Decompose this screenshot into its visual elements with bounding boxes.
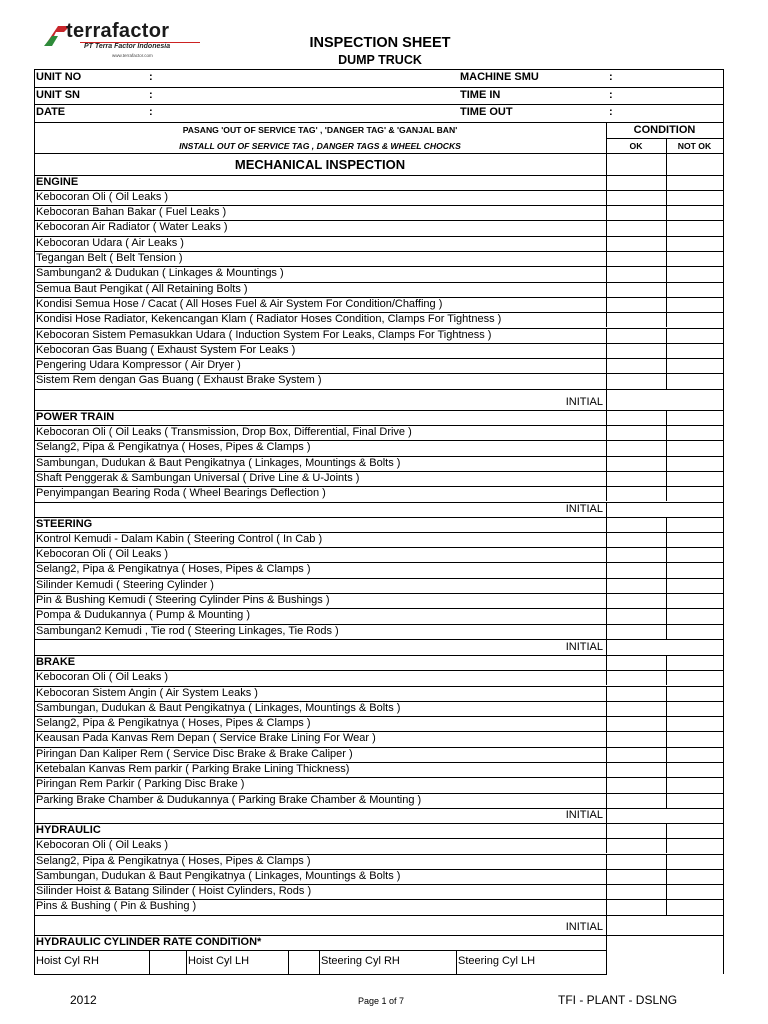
table-column-rule bbox=[606, 578, 607, 593]
footer-year: 2012 bbox=[70, 993, 97, 1007]
table-column-rule bbox=[606, 777, 607, 792]
logo-company: PT Terra Factor Indonesia bbox=[84, 43, 171, 50]
table-column-rule bbox=[606, 562, 607, 577]
section-header-steering: STEERING bbox=[36, 517, 93, 530]
ok-checkbox-cell[interactable] bbox=[607, 716, 665, 731]
condition-column-rule bbox=[606, 153, 607, 175]
table-column-rule bbox=[606, 716, 607, 731]
table-column-rule bbox=[666, 562, 667, 577]
ok-checkbox-cell[interactable] bbox=[607, 578, 665, 593]
ok-checkbox-cell[interactable] bbox=[607, 593, 665, 608]
table-column-rule bbox=[606, 343, 607, 358]
footer-page: Page 1 of 7 bbox=[358, 996, 405, 1006]
header-field-label: MACHINE SMU bbox=[460, 71, 539, 83]
table-column-rule bbox=[666, 440, 667, 455]
table-column-rule bbox=[666, 716, 667, 731]
inspection-item-label: Kebocoran Oli ( Oil Leaks ) bbox=[36, 671, 169, 684]
table-rule bbox=[34, 823, 723, 824]
ok-checkbox-cell[interactable] bbox=[607, 282, 665, 297]
cylinder-rate-input[interactable] bbox=[289, 951, 318, 973]
ok-checkbox-cell[interactable] bbox=[607, 373, 665, 388]
table-column-rule bbox=[606, 440, 607, 455]
inspection-item-label: Selang2, Pipa & Pengikatnya ( Hoses, Pipes & Clamps ) bbox=[36, 563, 311, 576]
table-column-rule bbox=[606, 532, 607, 547]
ok-checkbox-cell[interactable] bbox=[607, 608, 665, 623]
table-column-rule bbox=[666, 884, 667, 899]
table-column-rule bbox=[606, 312, 607, 327]
table-column-rule bbox=[606, 471, 607, 486]
table-column-rule bbox=[606, 838, 607, 853]
section-header-engine: ENGINE bbox=[36, 175, 79, 188]
inspection-item-label: Pins & Bushing ( Pin & Bushing ) bbox=[36, 900, 197, 913]
header-field-label: TIME IN bbox=[460, 88, 501, 101]
not-ok-checkbox-cell[interactable] bbox=[667, 593, 722, 608]
not-ok-checkbox-cell[interactable] bbox=[667, 297, 722, 312]
ok-checkbox-cell[interactable] bbox=[607, 251, 665, 266]
table-column-rule bbox=[666, 266, 667, 281]
table-column-rule bbox=[606, 608, 607, 623]
not-ok-checkbox-cell[interactable] bbox=[667, 373, 722, 388]
table-column-rule bbox=[666, 854, 667, 869]
not-ok-checkbox-cell[interactable] bbox=[667, 547, 722, 562]
inspection-item-label: Sambungan2 Kemudi , Tie rod ( Steering Linkages, Tie Rods ) bbox=[36, 624, 339, 637]
table-column-rule bbox=[606, 425, 607, 440]
not-ok-checkbox-cell[interactable] bbox=[667, 312, 722, 327]
not-ok-checkbox-cell[interactable] bbox=[667, 358, 722, 373]
inspection-item-label: Semua Baut Pengikat ( All Retaining Bolts ) bbox=[36, 282, 248, 295]
table-rule bbox=[34, 153, 723, 155]
initial-signature-cell[interactable] bbox=[607, 389, 722, 410]
ok-checkbox-cell[interactable] bbox=[607, 686, 665, 701]
table-column-rule bbox=[666, 251, 667, 266]
inspection-item-label: Pengering Udara Kompressor ( Air Dryer ) bbox=[36, 359, 241, 372]
header-field-input[interactable] bbox=[159, 69, 456, 87]
ok-checkbox-cell[interactable] bbox=[607, 266, 665, 281]
table-column-rule bbox=[606, 762, 607, 777]
table-column-rule bbox=[666, 899, 667, 914]
table-column-rule bbox=[606, 220, 607, 235]
initial-signature-cell[interactable] bbox=[607, 808, 722, 823]
ok-checkbox-cell[interactable] bbox=[607, 190, 665, 205]
table-column-rule bbox=[666, 686, 667, 701]
table-column-rule bbox=[606, 593, 607, 608]
table-column-rule bbox=[606, 670, 607, 685]
not-ok-checkbox-cell[interactable] bbox=[667, 716, 722, 731]
table-column-rule bbox=[666, 297, 667, 312]
table-column-rule bbox=[606, 747, 607, 762]
ok-checkbox-cell[interactable] bbox=[607, 440, 665, 455]
section-header-hydraulic: HYDRAULIC bbox=[36, 823, 101, 836]
table-column-rule bbox=[666, 869, 667, 884]
table-rule bbox=[34, 517, 723, 518]
table-column-rule bbox=[606, 456, 607, 471]
section-header-brake: BRAKE bbox=[36, 655, 76, 668]
table-column-rule bbox=[666, 456, 667, 471]
table-column-rule bbox=[666, 624, 667, 639]
condition-column-rule bbox=[666, 153, 667, 175]
logo-url: www.terrafactor.com bbox=[112, 53, 153, 58]
header-field-input[interactable] bbox=[619, 69, 721, 87]
company-logo bbox=[40, 22, 210, 64]
logo-brand: terrafactor bbox=[66, 20, 170, 42]
header-field-input[interactable] bbox=[159, 87, 456, 105]
table-rule bbox=[34, 175, 723, 176]
table-rule bbox=[34, 950, 606, 951]
table-column-rule bbox=[606, 639, 607, 655]
table-column-rule bbox=[606, 915, 607, 935]
cylinder-cell-label: Hoist Cyl RH bbox=[36, 954, 99, 967]
table-column-rule bbox=[666, 471, 667, 486]
table-column-rule bbox=[606, 175, 607, 190]
not-ok-checkbox-cell[interactable] bbox=[667, 343, 722, 358]
table-column-rule bbox=[606, 297, 607, 312]
inspection-item-label: Kebocoran Bahan Bakar ( Fuel Leaks ) bbox=[36, 206, 227, 219]
cylinder-rate-input[interactable] bbox=[546, 951, 604, 973]
section-header-power-train: POWER TRAIN bbox=[36, 410, 115, 423]
initial-signature-cell[interactable] bbox=[607, 639, 722, 655]
table-column-rule bbox=[606, 486, 607, 501]
table-column-rule bbox=[666, 593, 667, 608]
inspection-item-label: Kebocoran Oli ( Oil Leaks ) bbox=[36, 190, 169, 203]
table-column-rule bbox=[606, 655, 607, 670]
header-field-input[interactable] bbox=[619, 87, 721, 105]
inspection-item-label: Piringan Dan Kaliper Rem ( Service Disc Brake & Brake Caliper ) bbox=[36, 747, 353, 760]
table-column-rule bbox=[606, 701, 607, 716]
inspection-item-label: Kebocoran Gas Buang ( Exhaust System For Leaks ) bbox=[36, 343, 296, 356]
table-column-rule bbox=[606, 389, 607, 410]
ok-checkbox-cell[interactable] bbox=[607, 762, 665, 777]
table-column-rule bbox=[666, 205, 667, 220]
inspection-item-label: Kebocoran Sistem Pemasukkan Udara ( Induction System For Leaks, Clamps For Tightness ) bbox=[36, 328, 492, 341]
table-column-rule bbox=[666, 578, 667, 593]
inspection-item-label: Kebocoran Oli ( Oil Leaks ) bbox=[36, 839, 169, 852]
inspection-item-label: Selang2, Pipa & Pengikatnya ( Hoses, Pipes & Clamps ) bbox=[36, 854, 311, 867]
table-column-rule bbox=[606, 899, 607, 914]
ok-checkbox-cell[interactable] bbox=[607, 205, 665, 220]
table-column-rule bbox=[606, 793, 607, 808]
table-column-rule bbox=[666, 762, 667, 777]
header-field-colon: : bbox=[149, 71, 153, 83]
inspection-item-label: Kebocoran Sistem Angin ( Air System Leaks ) bbox=[36, 686, 258, 699]
inspection-item-label: Sambungan, Dudukan & Baut Pengikatnya ( Linkages, Mountings & Bolts ) bbox=[36, 456, 401, 469]
ok-checkbox-cell[interactable] bbox=[607, 456, 665, 471]
ok-checkbox-cell[interactable] bbox=[607, 777, 665, 792]
initial-label: INITIAL bbox=[565, 502, 603, 515]
inspection-item-label: Pin & Bushing Kemudi ( Steering Cylinder Pins & Bushings ) bbox=[36, 594, 330, 606]
inspection-item-label: Silinder Kemudi ( Steering Cylinder ) bbox=[36, 578, 214, 591]
table-column-rule bbox=[319, 950, 320, 974]
header-field-input[interactable] bbox=[159, 104, 456, 122]
not-ok-checkbox-cell[interactable] bbox=[667, 578, 722, 593]
table-column-rule bbox=[666, 670, 667, 685]
header-field-label: DATE bbox=[36, 106, 66, 118]
table-column-rule bbox=[666, 747, 667, 762]
inspection-item-label: Kondisi Semua Hose / Cacat ( All Hoses Fuel & Air System For Condition/Chaffing ) bbox=[36, 297, 443, 310]
condition-column-rule bbox=[606, 122, 607, 153]
table-column-rule bbox=[666, 608, 667, 623]
table-column-rule bbox=[606, 823, 607, 838]
initial-label: INITIAL bbox=[565, 920, 603, 933]
inspection-item-label: Sistem Rem dengan Gas Buang ( Exhaust Brake System ) bbox=[36, 374, 322, 387]
initial-label: INITIAL bbox=[565, 395, 603, 408]
cylinder-section-title: HYDRAULIC CYLINDER RATE CONDITION* bbox=[36, 935, 262, 948]
inspection-item-label: Kebocoran Oli ( Oil Leaks ) bbox=[36, 548, 169, 561]
not-ok-checkbox-cell[interactable] bbox=[667, 884, 722, 899]
table-column-rule bbox=[606, 854, 607, 869]
not-ok-checkbox-cell[interactable] bbox=[667, 282, 722, 297]
page-subtitle: DUMP TRUCK bbox=[338, 53, 422, 67]
table-column-rule bbox=[666, 220, 667, 235]
not-ok-checkbox-cell[interactable] bbox=[667, 251, 722, 266]
table-column-rule bbox=[666, 547, 667, 562]
ok-checkbox-cell[interactable] bbox=[607, 624, 665, 639]
ok-checkbox-cell[interactable] bbox=[607, 220, 665, 235]
table-column-rule bbox=[606, 808, 607, 823]
not-ok-checkbox-cell[interactable] bbox=[667, 220, 722, 235]
header-field-colon: : bbox=[609, 71, 613, 83]
not-ok-checkbox-cell[interactable] bbox=[667, 425, 722, 440]
initial-signature-cell[interactable] bbox=[607, 915, 722, 935]
not-ok-checkbox-cell[interactable] bbox=[667, 486, 722, 501]
table-column-rule bbox=[666, 175, 667, 190]
not-ok-checkbox-cell[interactable] bbox=[667, 266, 722, 281]
table-column-rule bbox=[606, 328, 607, 343]
table-column-rule bbox=[666, 532, 667, 547]
cylinder-rate-input[interactable] bbox=[150, 951, 185, 973]
ok-checkbox-cell[interactable] bbox=[607, 562, 665, 577]
ok-checkbox-cell[interactable] bbox=[607, 532, 665, 547]
table-column-rule bbox=[666, 312, 667, 327]
inspection-item-label: Kebocoran Oli ( Oil Leaks ( Transmission, Drop Box, Differential, Final Drive ) bbox=[36, 426, 412, 438]
table-column-rule bbox=[666, 731, 667, 746]
table-column-rule bbox=[606, 517, 607, 532]
not-ok-checkbox-cell[interactable] bbox=[667, 777, 722, 792]
not-ok-checkbox-cell[interactable] bbox=[667, 670, 722, 685]
header-field-label: UNIT NO bbox=[36, 71, 82, 83]
inspection-item-label: Silinder Hoist & Batang Silinder ( Hoist Cylinders, Rods ) bbox=[36, 885, 312, 898]
table-column-rule bbox=[606, 266, 607, 281]
not-ok-checkbox-cell[interactable] bbox=[667, 838, 722, 853]
table-column-rule bbox=[666, 655, 667, 670]
table-column-rule bbox=[186, 950, 187, 974]
table-column-rule bbox=[606, 884, 607, 899]
cylinder-cell-label: Steering Cyl RH bbox=[321, 954, 400, 967]
not-ok-checkbox-cell[interactable] bbox=[667, 205, 722, 220]
inspection-item-label: Keausan Pada Kanvas Rem Depan ( Service Brake Lining For Wear ) bbox=[36, 732, 376, 745]
ok-checkbox-cell[interactable] bbox=[607, 328, 665, 343]
table-left-border bbox=[34, 69, 35, 974]
table-column-rule bbox=[606, 282, 607, 297]
not-ok-checkbox-cell[interactable] bbox=[667, 747, 722, 762]
table-column-rule bbox=[606, 373, 607, 388]
not-ok-checkbox-cell[interactable] bbox=[667, 471, 722, 486]
table-column-rule bbox=[666, 328, 667, 343]
table-column-rule bbox=[666, 486, 667, 501]
initial-signature-cell[interactable] bbox=[607, 502, 722, 517]
table-column-rule bbox=[666, 517, 667, 532]
ok-checkbox-cell[interactable] bbox=[607, 884, 665, 899]
inspection-item-label: Piringan Rem Parkir ( Parking Disc Brake ) bbox=[36, 778, 245, 791]
inspection-item-label: Parking Brake Chamber & Dudukannya ( Parking Brake Chamber & Mounting ) bbox=[36, 793, 422, 806]
footer-code: TFI - PLANT - DSLNG bbox=[558, 993, 678, 1007]
inspection-item-label: Penyimpangan Bearing Roda ( Wheel Bearings Deflection ) bbox=[36, 487, 326, 500]
not-ok-checkbox-cell[interactable] bbox=[667, 899, 722, 914]
inspection-item-label: Pompa & Dudukannya ( Pump & Mounting ) bbox=[36, 609, 251, 622]
ok-checkbox-cell[interactable] bbox=[607, 838, 665, 853]
not-ok-checkbox-cell[interactable] bbox=[667, 701, 722, 716]
table-column-rule bbox=[606, 236, 607, 251]
table-column-rule bbox=[606, 686, 607, 701]
section-title: MECHANICAL INSPECTION bbox=[234, 156, 406, 172]
not-ok-checkbox-cell[interactable] bbox=[667, 731, 722, 746]
table-column-rule bbox=[666, 373, 667, 388]
table-right-border bbox=[723, 69, 724, 974]
header-field-colon: : bbox=[149, 106, 153, 118]
condition-header: CONDITION bbox=[633, 123, 696, 136]
not-ok-checkbox-cell[interactable] bbox=[667, 869, 722, 884]
table-column-rule bbox=[456, 950, 457, 974]
inspection-table bbox=[34, 69, 723, 972]
ok-checkbox-cell[interactable] bbox=[607, 471, 665, 486]
not-ok-checkbox-cell[interactable] bbox=[667, 624, 722, 639]
condition-not-ok-header: NOT OK bbox=[677, 140, 712, 151]
not-ok-checkbox-cell[interactable] bbox=[667, 236, 722, 251]
ok-checkbox-cell[interactable] bbox=[607, 747, 665, 762]
table-column-rule bbox=[666, 282, 667, 297]
header-field-label: TIME OUT bbox=[460, 106, 513, 118]
condition-ok-header: OK bbox=[629, 140, 643, 151]
ok-checkbox-cell[interactable] bbox=[607, 793, 665, 808]
table-rule bbox=[34, 122, 723, 123]
inspection-item-label: Kebocoran Air Radiator ( Water Leaks ) bbox=[36, 221, 228, 234]
ok-checkbox-cell[interactable] bbox=[607, 343, 665, 358]
table-column-rule bbox=[666, 343, 667, 358]
instruction-text-en: INSTALL OUT OF SERVICE TAG , DANGER TAGS & WHEEL CHOCKS bbox=[179, 140, 461, 151]
header-field-colon: : bbox=[149, 88, 153, 101]
header-field-colon: : bbox=[609, 106, 613, 118]
initial-label: INITIAL bbox=[565, 640, 603, 653]
table-column-rule bbox=[606, 731, 607, 746]
not-ok-checkbox-cell[interactable] bbox=[667, 532, 722, 547]
table-column-rule bbox=[606, 869, 607, 884]
table-column-rule bbox=[666, 838, 667, 853]
table-rule bbox=[34, 655, 723, 656]
inspection-item-label: Kondisi Hose Radiator, Kekencangan Klam ( Radiator Hoses Condition, Clamps For Tightness ) bbox=[36, 313, 502, 326]
page-title: INSPECTION SHEET bbox=[309, 35, 451, 51]
not-ok-checkbox-cell[interactable] bbox=[667, 793, 722, 808]
ok-checkbox-cell[interactable] bbox=[607, 358, 665, 373]
inspection-item-label: Kontrol Kemudi - Dalam Kabin ( Steering Control ( In Cab ) bbox=[36, 532, 323, 545]
not-ok-checkbox-cell[interactable] bbox=[667, 686, 722, 701]
table-column-rule bbox=[606, 358, 607, 373]
initial-label: INITIAL bbox=[565, 808, 603, 821]
table-column-rule bbox=[606, 410, 607, 425]
condition-column-rule bbox=[666, 138, 667, 153]
table-column-rule bbox=[606, 251, 607, 266]
not-ok-checkbox-cell[interactable] bbox=[667, 190, 722, 205]
inspection-item-label: Sambungan, Dudukan & Baut Pengikatnya ( Linkages, Mountings & Bolts ) bbox=[36, 701, 401, 714]
table-column-rule bbox=[666, 236, 667, 251]
ok-checkbox-cell[interactable] bbox=[607, 731, 665, 746]
table-rule bbox=[34, 410, 723, 411]
table-column-rule bbox=[606, 935, 607, 975]
ok-checkbox-cell[interactable] bbox=[607, 425, 665, 440]
inspection-item-label: Sambungan, Dudukan & Baut Pengikatnya ( Linkages, Mountings & Bolts ) bbox=[36, 869, 401, 882]
inspection-item-label: Kebocoran Udara ( Air Leaks ) bbox=[36, 236, 184, 249]
table-rule bbox=[606, 138, 723, 139]
ok-checkbox-cell[interactable] bbox=[607, 547, 665, 562]
not-ok-checkbox-cell[interactable] bbox=[667, 762, 722, 777]
inspection-item-label: Tegangan Belt ( Belt Tension ) bbox=[36, 252, 183, 264]
cylinder-cell-label: Hoist Cyl LH bbox=[188, 954, 250, 967]
table-column-rule bbox=[606, 547, 607, 562]
table-column-rule bbox=[606, 190, 607, 205]
inspection-item-label: Shaft Penggerak & Sambungan Universal ( Drive Line & U-Joints ) bbox=[36, 471, 360, 484]
table-column-rule bbox=[666, 425, 667, 440]
cylinder-cell-label: Steering Cyl LH bbox=[458, 954, 536, 967]
ok-checkbox-cell[interactable] bbox=[607, 869, 665, 884]
ok-checkbox-cell[interactable] bbox=[607, 312, 665, 327]
table-column-rule bbox=[666, 777, 667, 792]
ok-checkbox-cell[interactable] bbox=[607, 854, 665, 869]
table-column-rule bbox=[606, 502, 607, 517]
not-ok-checkbox-cell[interactable] bbox=[667, 608, 722, 623]
instruction-text: PASANG 'OUT OF SERVICE TAG' , 'DANGER TAG' & 'GANJAL BAN' bbox=[182, 124, 458, 135]
table-column-rule bbox=[666, 410, 667, 425]
header-field-label: UNIT SN bbox=[36, 88, 80, 101]
not-ok-checkbox-cell[interactable] bbox=[667, 456, 722, 471]
table-column-rule bbox=[666, 190, 667, 205]
inspection-item-label: Ketebalan Kanvas Rem parkir ( Parking Brake Lining Thickness) bbox=[36, 763, 350, 775]
table-column-rule bbox=[606, 205, 607, 220]
header-field-colon: : bbox=[609, 88, 613, 101]
ok-checkbox-cell[interactable] bbox=[607, 670, 665, 685]
ok-checkbox-cell[interactable] bbox=[607, 486, 665, 501]
ok-checkbox-cell[interactable] bbox=[607, 297, 665, 312]
inspection-item-label: Sambungan2 & Dudukan ( Linkages & Mountings ) bbox=[36, 267, 284, 280]
ok-checkbox-cell[interactable] bbox=[607, 236, 665, 251]
ok-checkbox-cell[interactable] bbox=[607, 899, 665, 914]
not-ok-checkbox-cell[interactable] bbox=[667, 440, 722, 455]
header-field-input[interactable] bbox=[619, 104, 721, 122]
table-column-rule bbox=[666, 823, 667, 838]
inspection-item-label: Selang2, Pipa & Pengikatnya ( Hoses, Pipes & Clamps ) bbox=[36, 441, 311, 454]
inspection-item-label: Selang2, Pipa & Pengikatnya ( Hoses, Pipes & Clamps ) bbox=[36, 717, 311, 730]
ok-checkbox-cell[interactable] bbox=[607, 701, 665, 716]
table-column-rule bbox=[666, 793, 667, 808]
table-column-rule bbox=[666, 701, 667, 716]
table-column-rule bbox=[666, 358, 667, 373]
not-ok-checkbox-cell[interactable] bbox=[667, 328, 722, 343]
table-column-rule bbox=[606, 624, 607, 639]
not-ok-checkbox-cell[interactable] bbox=[667, 562, 722, 577]
not-ok-checkbox-cell[interactable] bbox=[667, 854, 722, 869]
table-bottom-border bbox=[34, 974, 607, 975]
